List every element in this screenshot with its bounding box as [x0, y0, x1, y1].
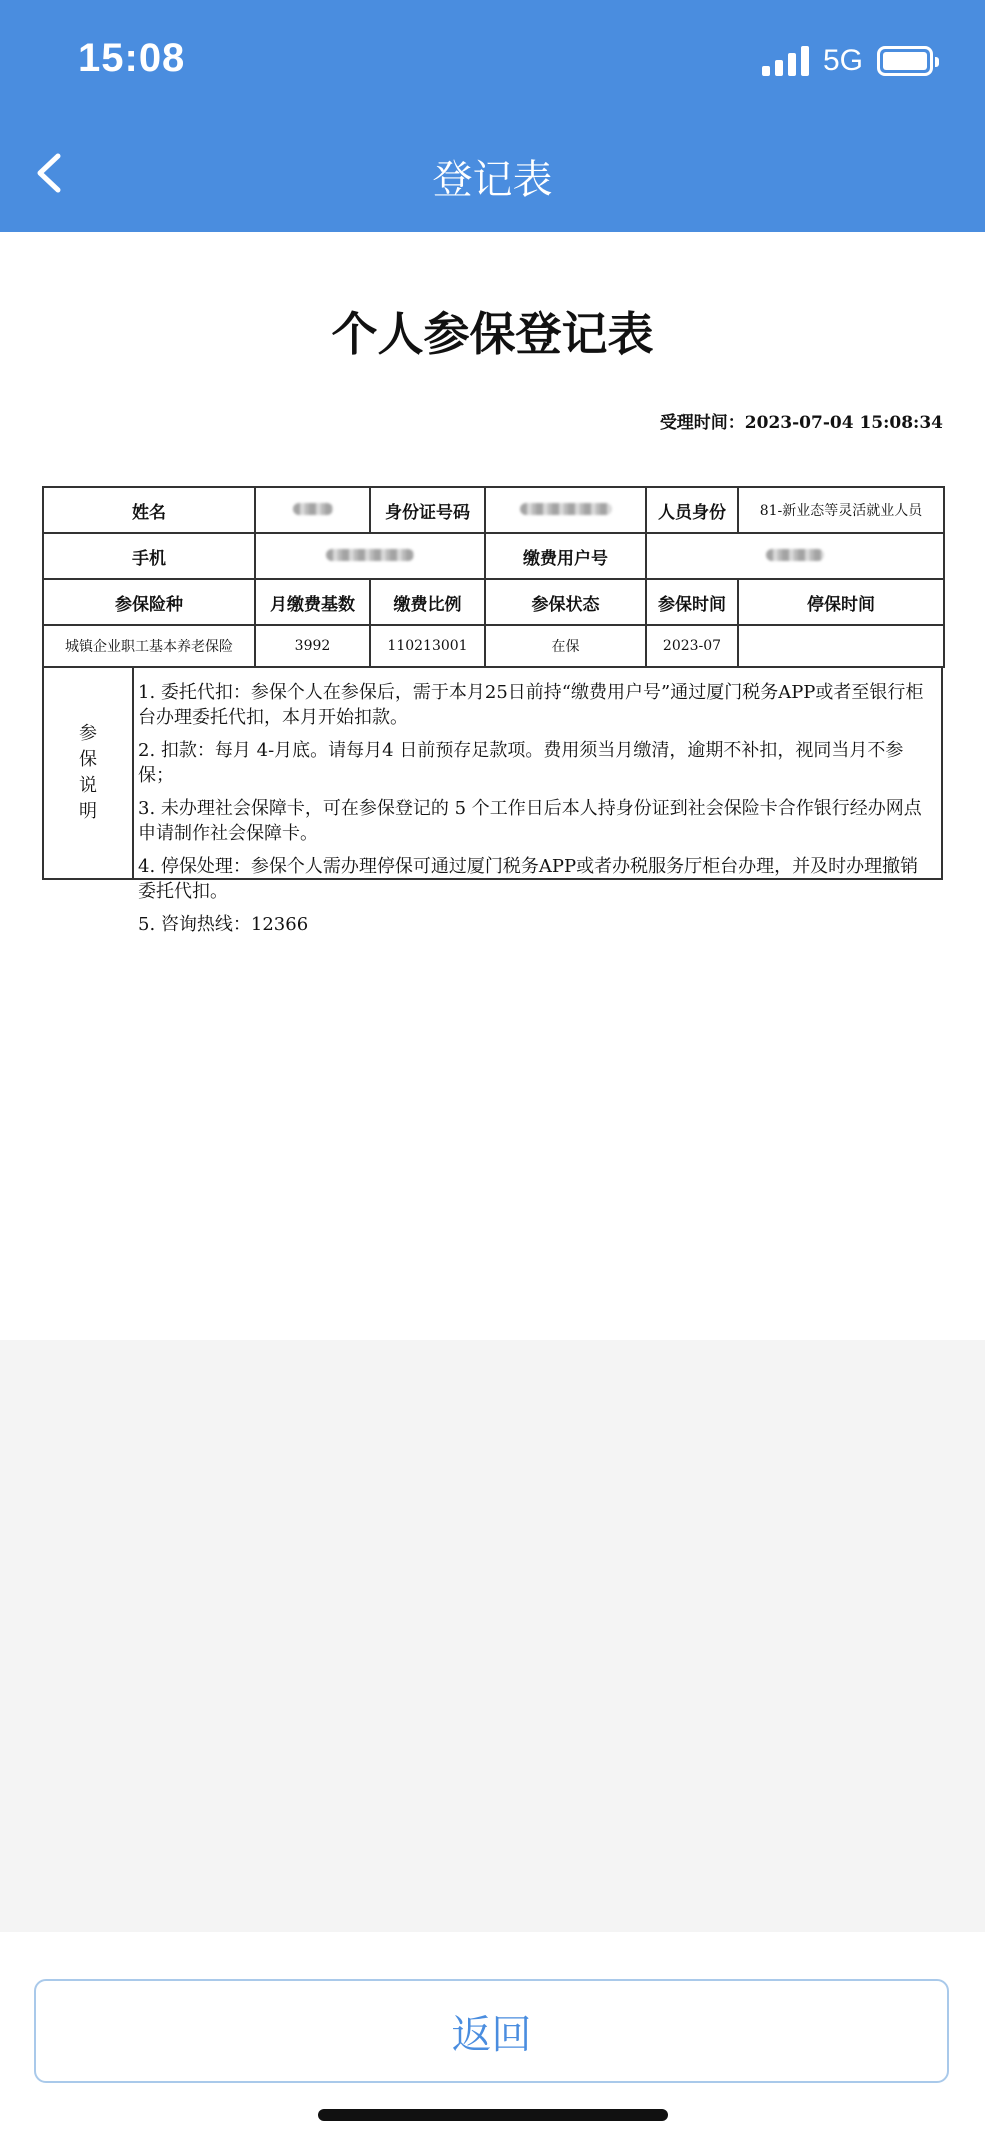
identity-value: 81-新业态等灵活就业人员: [738, 487, 944, 533]
home-indicator: [318, 2109, 668, 2121]
table-row: [43, 533, 944, 579]
insurance-notes: [42, 666, 943, 935]
phone-value-redacted: [255, 533, 485, 579]
note-item: 3. 未办理社会保障卡，可在参保登记的 5 个工作日后本人持身份证到社会保险卡合作银行经办网点申请制作社会保障卡。: [138, 798, 922, 844]
status-indicators: [762, 44, 933, 78]
registration-form-document: [0, 232, 985, 1340]
notes-label-char: 说: [79, 775, 97, 796]
document-title: 个人参保登记表: [331, 307, 654, 361]
payer-id-value-redacted: [646, 533, 944, 579]
phone-label: 手机: [43, 533, 255, 579]
registration-table: [42, 486, 945, 668]
header-start-time: 参保时间: [646, 579, 738, 625]
note-item: 5. 咨询热线：12366: [138, 914, 309, 935]
payer-id-label: 缴费用户号: [485, 533, 646, 579]
status-time: 15:08: [78, 36, 186, 80]
monthly-base-value: 3992: [255, 625, 370, 667]
notes-label-char: 保: [79, 749, 97, 770]
notes-label: [44, 668, 134, 878]
page-title: 登记表: [432, 157, 553, 203]
insurance-type-value: 城镇企业职工基本养老保险: [43, 625, 255, 667]
header-insurance-type: 参保险种: [43, 579, 255, 625]
id-number-label: 身份证号码: [370, 487, 485, 533]
battery-icon: [877, 46, 933, 76]
notes-list: [134, 668, 941, 935]
header-monthly-base: 月缴费基数: [255, 579, 370, 625]
stop-time-value: [738, 625, 944, 667]
name-label: 姓名: [43, 487, 255, 533]
header-contribution-ratio: 缴费比例: [370, 579, 485, 625]
contribution-ratio-value: 110213001: [370, 625, 485, 667]
header-stop-time: 停保时间: [738, 579, 944, 625]
return-button[interactable]: 返回: [34, 1979, 949, 2083]
notes-label-char: 参: [79, 723, 97, 744]
note-item: 4. 停保处理：参保个人需办理停保可通过厦门税务APP或者办税服务厅柜台办理，并及时办理撤销委托代扣。: [138, 856, 919, 902]
table-header-row: [43, 579, 944, 625]
network-type: 5G: [822, 44, 863, 77]
notes-label-char: 明: [79, 801, 97, 822]
table-row: [43, 625, 944, 667]
id-number-value-redacted: [485, 487, 646, 533]
header-status: 参保状态: [485, 579, 646, 625]
note-item: 1. 委托代扣：参保个人在参保后，需于本月25日前持“缴费用户号”通过厦门税务APP或者至银行柜台办理委托代扣，本月开始扣款。: [138, 682, 924, 728]
identity-label: 人员身份: [646, 487, 738, 533]
signal-icon: [762, 46, 809, 76]
status-value: 在保: [485, 625, 646, 667]
name-value-redacted: [255, 487, 370, 533]
accept-time: 受理时间：2023-07-04 15:08:34: [659, 413, 943, 433]
table-row: [43, 487, 944, 533]
footer: [0, 1932, 985, 2132]
note-item: 2. 扣款：每月 4-月底。请每月4 日前预存足款项。费用须当月缴清，逾期不补扣，视同当月不参保；: [138, 740, 904, 786]
app-header: [0, 0, 985, 232]
start-time-value: 2023-07: [646, 625, 738, 667]
